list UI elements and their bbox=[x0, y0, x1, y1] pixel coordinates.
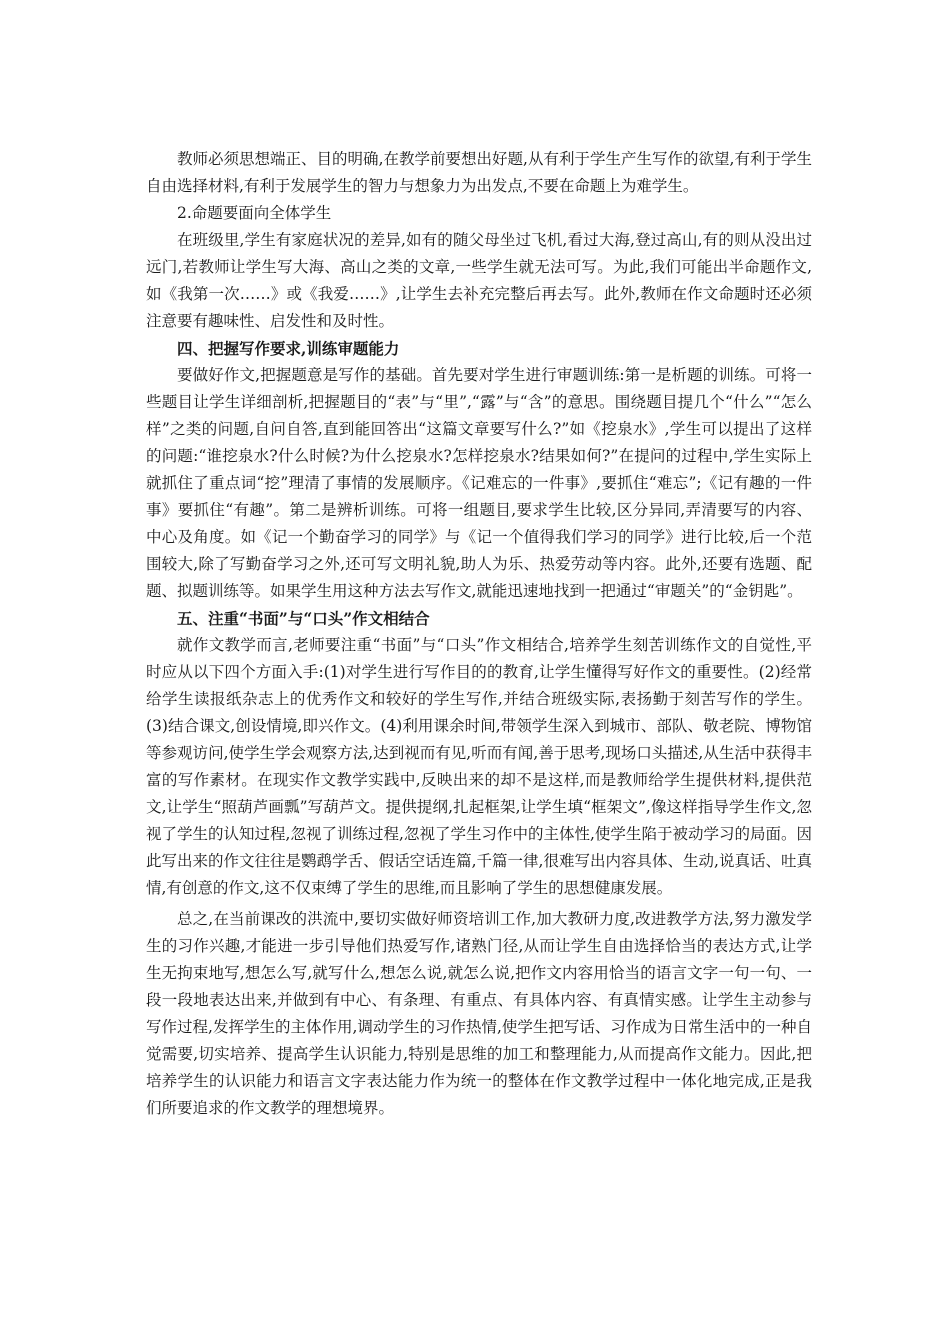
paragraph-written-oral: 就作文教学而言,老师要注重“书面”与“口头”作文相结合,培养学生刻苦训练作文的自觉性,平时应从以下四个方面入手:(1)对学生进行写作目的的教育,让学生懂得写好作文的重要性。(2)经常给学生读报纸杂志上的优秀作文和较好的学生写作,并结合班级实际,表扬勤于刻苦写作的学生。(3)结合课文,创设情境,即兴作文。(4)利用课余时间,带领学生深入到城市、部队、敬老院、博物馆等参观访问,使学生学会观察方法,达到视而有见,听而有闻,善于思考,现场口头描述,从生活中获得丰富的写作素材。在现实作文教学实践中,反映出来的却不是这样,而是教师给学生提供材料,提供范文,让学生“照葫芦画瓢”写葫芦文。提供提纲,扎起框架,让学生填“框架文”,像这样指导学生作文,忽视了学生的认知过程,忽视了训练过程,忽视了学生习作中的主体性,使学生陷于被动学习的局面。因此写出来的作文往往是鹦鹉学舌、假话空话连篇,千篇一律,很难写出内容具体、生动,说真话、吐真情,有创意的作文,这不仅束缚了学生的思维,而且影响了学生的思想健康发展。 bbox=[146, 636, 812, 897]
paragraph-conclusion: 总之,在当前课改的洪流中,要切实做好师资培训工作,加大教研力度,改进教学方法,努力激发学生的习作兴趣,才能进一步引导他们热爱写作,诸熟门径,从而让学生自由选择恰当的表达方式,让学生无拘束地写,想怎么写,就写什么,想怎么说,就怎么说,把作文内容用恰当的语言文字一句一句、一段一段地表达出来,并做到有中心、有条理、有重点、有具体内容、有真情实感。让学生主动参与写作过程,发挥学生的主体作用,调动学生的习作热情,使学生把写话、习作成为日常生活中的一种自觉需要,切实培养、提高学生认识能力,特别是思维的加工和整理能力,从而提高作文能力。因此,把培养学生的认识能力和语言文字表达能力作为统一的整体在作文教学过程中一体化地完成,正是我们所要追求的作文教学的理想境界。 bbox=[146, 910, 812, 1117]
paragraph-class-differences: 在班级里,学生有家庭状况的差异,如有的随父母坐过飞机,看过大海,登过高山,有的则从没出过远门,若教师让学生写大海、高山之类的文章,一些学生就无法可写。为此,我们可能出半命题作文,如《我第一次……》或《我爱……》,让学生去补充完整后再去写。此外,教师在作文命题时还必须注意要有趣味性、启发性和及时性。 bbox=[146, 231, 812, 330]
paragraph-teacher-attitude: 教师必须思想端正、目的明确,在教学前要想出好题,从有利于学生产生写作的欲望,有利于学生自由选择材料,有利于发展学生的智力与想象力为出发点,不要在命题上为难学生。 bbox=[146, 150, 812, 195]
subheading-whole-class: 2.命题要面向全体学生 bbox=[177, 204, 332, 222]
section-heading-4: 四、把握写作要求,训练审题能力 bbox=[177, 339, 400, 358]
paragraph-topic-analysis: 要做好作文,把握题意是写作的基础。首先要对学生进行审题训练:第一是析题的训练。可将一些题目让学生详细剖析,把握题目的“表”与“里”,“露”与“含”的意思。围绕题目提几个“什么”“怎么样”之类的问题,自问自答,直到能回答出“这篇文章要写什么?”如《挖泉水》,学生可以提出了这样的问题:“谁挖泉水?什么时候?为什么挖泉水?怎样挖泉水?结果如何?”在提问的过程中,学生实际上就抓住了重点词“挖”理清了事情的发展顺序。《记难忘的一件事》,要抓住“难忘”;《记有趣的一件事》要抓住“有趣”。第二是辨析训练。可将一组题目,要求学生比较,区分异同,弄清要写的内容、中心及角度。如《记一个勤奋学习的同学》与《记一个值得我们学习的同学》进行比较,后一个范围较大,除了写勤奋学习之外,还可写文明礼貌,助人为乐、热爱劳动等内容。此外,还要有选题、配题、拟题训练等。如果学生用这种方法去写作文,就能迅速地找到一把通过“审题关”的“金钥匙”。 bbox=[146, 366, 812, 600]
document-page bbox=[146, 146, 812, 1122]
section-heading-5: 五、注重“书面”与“口头”作文相结合 bbox=[177, 609, 430, 628]
